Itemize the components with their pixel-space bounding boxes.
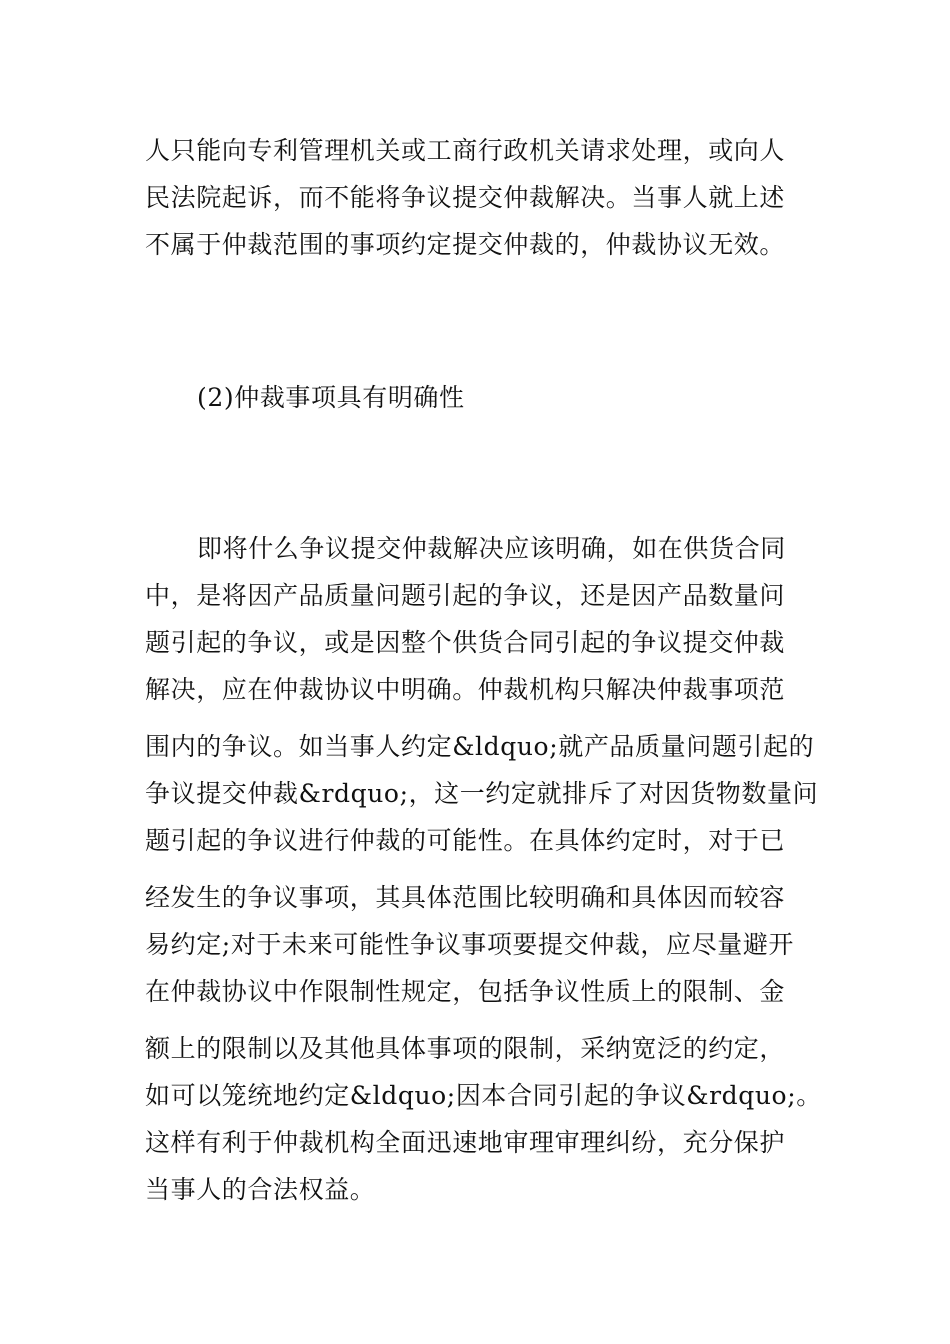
paragraph-2-line: 题引起的争议进行仲裁的可能性。在具体约定时，对于已: [145, 826, 786, 855]
paragraph-2-line: 题引起的争议，或是因整个供货合同引起的争议提交仲裁: [145, 628, 786, 657]
section-heading: (2)仲裁事项具有明确性: [197, 383, 465, 412]
paragraph-2-line: 即将什么争议提交仲裁解决应该明确，如在供货合同: [197, 534, 786, 563]
paragraph-2-line: 当事人的合法权益。: [145, 1175, 376, 1204]
paragraph-2-line: 易约定;对于未来可能性争议事项要提交仲裁，应尽量避开: [145, 930, 795, 959]
paragraph-2-line: 经发生的争议事项，其具体范围比较明确和具体因而较容: [145, 883, 786, 912]
paragraph-1-line: 不属于仲裁范围的事项约定提交仲裁的，仲裁协议无效。: [145, 230, 786, 259]
paragraph-2-line: 争议提交仲裁&rdquo;，这一约定就排斥了对因货物数量问: [145, 779, 819, 808]
paragraph-2-line: 解决，应在仲裁协议中明确。仲裁机构只解决仲裁事项范: [145, 675, 786, 704]
paragraph-2-line: 如可以笼统地约定&ldquo;因本合同引起的争议&rdquo;。: [145, 1081, 822, 1110]
paragraph-1-line: 人只能向专利管理机关或工商行政机关请求处理，或向人: [145, 136, 786, 165]
paragraph-2-line: 中，是将因产品质量问题引起的争议，还是因产品数量问: [145, 581, 786, 610]
paragraph-2-line: 额上的限制以及其他具体事项的限制，采纳宽泛的约定，: [145, 1034, 786, 1063]
paragraph-2-line: 在仲裁协议中作限制性规定，包括争议性质上的限制、金: [145, 977, 786, 1006]
paragraph-2-line: 围内的争议。如当事人约定&ldquo;就产品质量问题引起的: [145, 732, 815, 761]
paragraph-1-line: 民法院起诉，而不能将争议提交仲裁解决。当事人就上述: [145, 183, 786, 212]
paragraph-2-line: 这样有利于仲裁机构全面迅速地审理审理纠纷，充分保护: [145, 1128, 786, 1157]
